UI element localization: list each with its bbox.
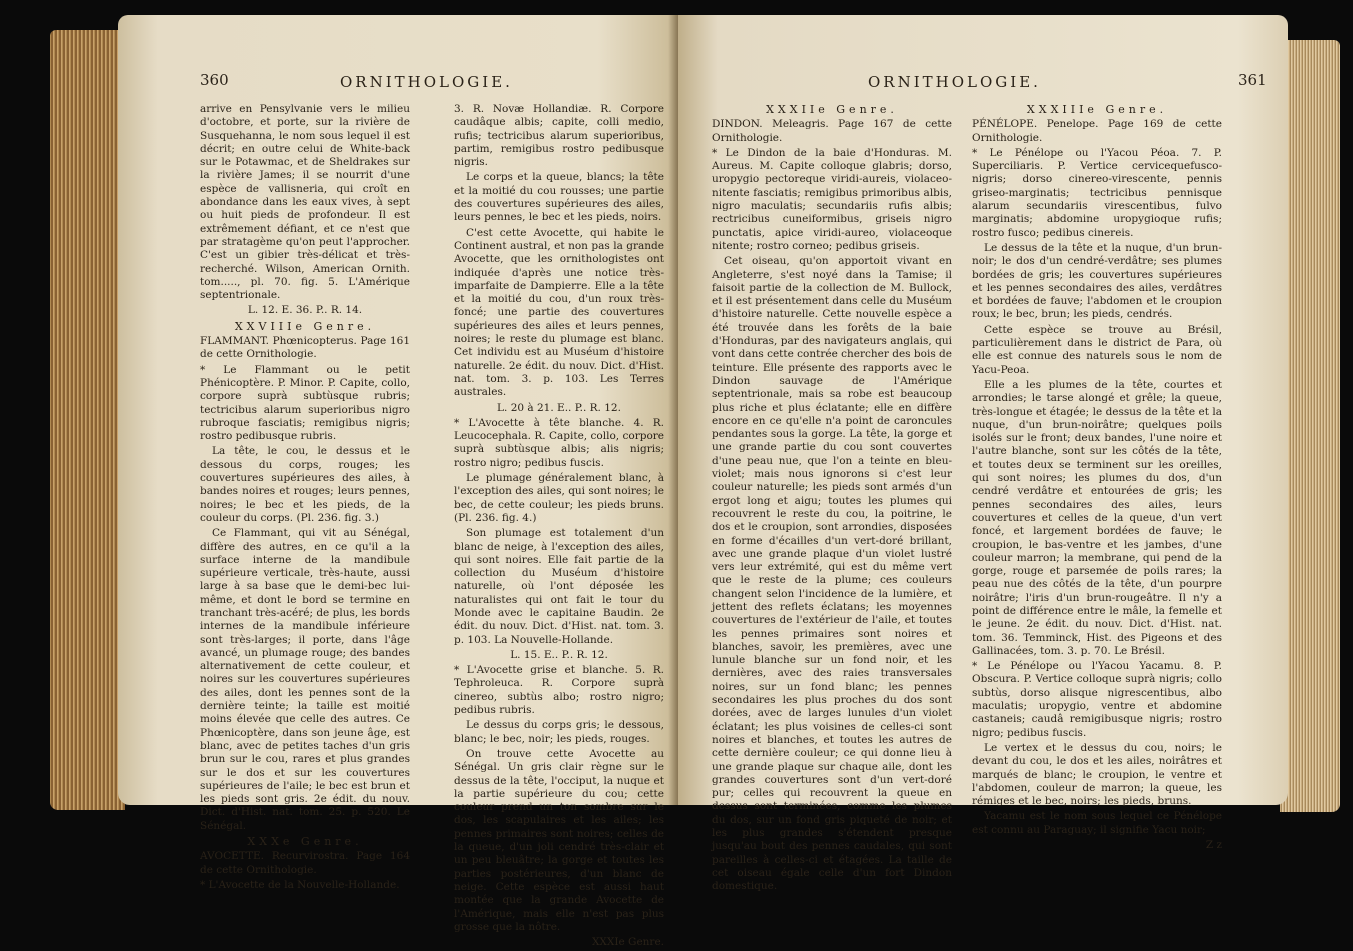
genus-heading: XXXe Genre. (247, 835, 363, 849)
paragraph: 3. R. Novæ Hollandiæ. R. Corpore caudâque albis; capite, colli medio, rufis; tectricibus alarum superioribus, partim, remigibus rostro pedibusque nigris. (454, 103, 664, 169)
book-fore-edge-left (50, 30, 125, 810)
paragraph: Cet oiseau, qu'on apportoit vivant en Angleterre, s'est noyé dans la Tamise; il faisoit partie de la collection de M. Bullock, et il est présentement dans celle du Muséum d'histoire naturelle. Cette nouvelle espèce a été trouvée dans les forêts de la baie d'Honduras, par des navigateurs anglais, qui vont dans cette contrée chercher des bois de teinture. Elle présente des rapports avec le Dindon sauvage de l'Amérique septentrionale, mais sa robe est beaucoup plus riche et plus éclatante; elle en diffère encore en ce qu'elle n'a point de caroncules pendantes sous la gorge. La tête, la gorge et une grande partie du cou sont couvertes d'une peau nue, que l'on a teinte en bleu-violet; mais nous ignorons si c'est leur couleur naturelle; les pieds sont armés d'un ergot long et aigu; toutes les plumes qui recouvrent le reste du cou, la poitrine, le dos et le croupion, sont arrondies, disposées en forme d'écailles d'un vert-doré brillant, avec une grande plaque d'un violet lustré vers leur extrémité, qui est du même vert que le reste de la plume; ces couleurs changent selon l'incidence de la lumière, et jettent des reflets éclatans; les moyennes couvertures de l'extérieur de l'aile, et toutes les pennes primaires sont noires et blanches, savoir, les premières, avec une lunule blanche sur un fond noir, et les dernières, avec des raies transversales noires, sur un fond blanc; les pennes secondaires les plus proches du dos sont dorées, avec de larges lunules d'un violet éclatant; les plus voisines de celles-ci sont noires et blanches, et toutes les autres de cette dernière couleur; ce qui donne lieu à une grande plaque sur chaque aile, dont les grandes couvertures sont d'un vert-doré pur; celles qui recouvrent la queue en dessus sont terminées, comme les plumes du dos, sur un fond gris piqueté de noir; et les plus grandes s'étendent presque jusqu'au bout des pennes caudales, qui sont pareilles à celles-ci et étagées. La taille de cet oiseau égale celle d'un fort Dindon domestique. (712, 255, 952, 893)
paragraph: * L'Avocette à tête blanche. 4. R. Leucocephala. R. Capite, collo, corpore suprà subtùsque albis; alis nigris; rostro nigro; pedibus fuscis. (454, 416, 664, 469)
right-column-1 (712, 103, 952, 896)
paragraph: Elle a les plumes de la tête, courtes et arrondies; le tarse alongé et grêle; la queue, très-longue et étagée; le dessus de la tête et la nuque, d'un brun-noirâtre; quelques poils isolés sur le front; deux bandes, l'une noire et l'autre blanche, sont sur les côtés de la tête, et toutes deux se terminent sur les oreilles, qui sont noires; les plumes du dos, d'un cendré verdâtre et entourées de gris; les pennes secondaires des ailes, leurs couvertures et celles de la queue, d'un vert foncé, et largement bordées de fauve; le croupion, le bas-ventre et les jambes, d'une couleur marron; la membrane, qui pend de la gorge, rouge et parsemée de poils rares; la peau nue des côtés de la tête, d'un pourpre noirâtre; l'iris d'un brun-rougeâtre. Il n'y a point de différence entre le mâle, la femelle et le jeune. 2e édit. du nouv. Dict. d'Hist. nat. tom. 36. Temminck, Hist. des Pigeons et des Gallinacées, tom. 3. p. 70. Le Brésil. (972, 378, 1222, 657)
paragraph: * Le Flammant ou le petit Phénicoptère. P. Minor. P. Capite, collo, corpore suprà subtùsque rubris; tectricibus alarum superioribus nigro rubroque fasciatis; remigibus nigris; rostro pedibusque rubris. (200, 363, 410, 443)
paragraph: L. 20 à 21. E.. P.. R. 12. (497, 401, 621, 414)
paragraph: * L'Avocette grise et blanche. 5. R. Tephroleuca. R. Corpore suprà cinereo, subtùs albo; rostro nigro; pedibus rubris. (454, 664, 664, 717)
paragraph: Le corps et la queue, blancs; la tête et la moitié du cou rousses; une partie des couvertures supérieures des ailes, leurs pennes, le bec et les pieds, noirs. (454, 171, 664, 224)
genus-heading: XXVIIIe Genre. (234, 319, 376, 333)
running-head-right: ORNITHOLOGIE. (868, 73, 1041, 91)
paragraph: Le dessus de la tête et la nuque, d'un brun-noir; le dos d'un cendré-verdâtre; ses plumes bordées de gris; les couvertures supérieures et les pennes secondaires des ailes, verdâtres et bordées de fauve; l'abdomen et le croupion roux; le bec, brun; les pieds, cendrés. (972, 241, 1222, 321)
page-number-left: 360 (200, 71, 229, 89)
paragraph: Ce Flammant, qui vit au Sénégal, diffère des autres, en ce qu'il a la surface interne de la mandibule supérieure verticale, très-haute, aussi large à sa base que le demi-bec lui-même, et dont le bord se termine en tranchant très-acéré; de plus, les bords internes de la mandibule inférieure sont très-larges; il porte, dans l'âge avancé, un plumage rouge; des bandes alternativement de cette couleur, et noires sur les couvertures supérieures des ailes, dont les pennes sont de la dernière teinte; la taille est moitié moins élevée que celle des autres. Ce Phœnicoptère, dans son jeune âge, est blanc, avec de petites taches d'un gris brun sur le cou, rares et plus grandes sur le dos et sur les couvertures supérieures de l'aile; le bec est brun et les pieds sont gris. 2e édit. du nouv. Dict. d'Hist. nat. tom. 25. p. 520. Le Sénégal. (200, 527, 410, 832)
left-column-1 (200, 103, 410, 894)
paragraph: C'est cette Avocette, qui habite le Continent austral, et non pas la grande Avocette, que les ornithologistes ont indiquée d'après une notice très-imparfaite de Dampierre. Elle a la tête et la moitié du cou, d'un roux très-foncé; une partie des couvertures supérieures des ailes et leurs pennes, noires; le reste du plumage est blanc. Cet individu est au Muséum d'histoire naturelle. 2e édit. du nouv. Dict. d'Hist. nat. tom. 3. p. 103. Les Terres australes. (454, 226, 664, 399)
paragraph: arrive en Pensylvanie vers le milieu d'octobre, et porte, sur la rivière de Susquehanna, le nom sous lequel il est décrit; en outre celui de White-back sur le Potawmac, et de Sheldrakes sur la rivière James; il se nourrit d'une espèce de vallisneria, qui croît en abondance dans les eaux vives, à sept ou huit pieds de profondeur. Il est extrêmement défiant, et ce n'est que par stratagème qu'on peut l'approcher. C'est un gibier très-délicat et très-recherché. Wilson, American Ornith. tom....., pl. 70. fig. 5. L'Amérique septentrionale. (200, 103, 410, 302)
paragraph: * L'Avocette de la Nouvelle-Hollande. (200, 878, 400, 891)
paragraph: L. 15. E.. P.. R. 12. (510, 648, 608, 661)
paragraph: PÉNÉLOPE. Penelope. Page 169 de cette Ornithologie. (972, 118, 1222, 144)
right-column-2 (972, 103, 1222, 854)
left-column-2 (454, 103, 664, 951)
genus-heading: XXXIIe Genre. (766, 103, 898, 116)
paragraph: FLAMMANT. Phœnicopterus. Page 161 de cette Ornithologie. (200, 335, 410, 361)
paragraph: * Le Dindon de la baie d'Honduras. M. Aureus. M. Capite colloque glabris; dorso, uropygio pectoreque viridi-aureis, violaceo-nitente fasciatis; remigibus primoribus albis, nigro maculatis; secundariis rufis albis; rectricibus cuneiformibus, griseis nigro punctatis, apice viridi-aureo, violaceoque nitente; rostro corneo; pedibus griseis. (712, 146, 952, 252)
catchword: XXXIe Genre. (591, 936, 664, 949)
paragraph: * Le Pénélope ou l'Yacou Péoa. 7. P. Superciliaris. P. Vertice cervicequefusco-nigris; dorso cinereo-virescente, pennis griseo-marginatis; tectricibus pennisque alarum secundariis virescentibus, fulvo marginatis; abdomine uropygioque rufis; rostro fusco; pedibus cinereis. (972, 146, 1222, 239)
running-head-left: ORNITHOLOGIE. (340, 73, 513, 91)
paragraph: DINDON. Meleagris. Page 167 de cette Ornithologie. (712, 118, 952, 144)
paragraph: * Le Pénélope ou l'Yacou Yacamu. 8. P. Obscura. P. Vertice colloque suprà nigris; collo subtùs, dorso alisque nigrescentibus, albo maculatis; uropygio, ventre et abdomine castaneis; caudâ remigibusque nigris; rostro nigro; pedibus fuscis. (972, 660, 1222, 739)
paragraph: Cette espèce se trouve au Brésil, particulièrement dans le district de Para, où elle est connue des naturels sous le nom de Yacu-Peoa. (972, 323, 1222, 376)
paragraph: Son plumage est totalement d'un blanc de neige, à l'exception des ailes, qui sont noires. Elle fait partie de la collection du Muséum d'histoire naturelle, où l'ont déposée les naturalistes qui ont fait le tour du Monde avec le capitaine Baudin. 2e édit. du nouv. Dict. d'Hist. nat. tom. 3. p. 103. La Nouvelle-Hollande. (454, 527, 664, 646)
paragraph: Le vertex et le dessus du cou, noirs; le devant du cou, le dos et les ailes, noirâtres et marqués de blanc; le croupion, le ventre et l'abdomen, couleur de marron; la queue, les rémiges et le bec, noirs; les pieds, bruns. (972, 741, 1222, 808)
paragraph: AVOCETTE. Recurvirostra. Page 164 de cette Ornithologie. (200, 850, 410, 876)
paragraph: L. 12. E. 36. P.. R. 14. (247, 304, 363, 317)
left-page (118, 15, 678, 949)
paragraph: La tête, le cou, le dessus et le dessous du corps, rouges; les couvertures supérieures des ailes, à bandes noires et rouges; leurs pennes, noires; le bec et les pieds, de la couleur du corps. (Pl. 236. fig. 3.) (200, 445, 410, 524)
paragraph: Le plumage généralement blanc, à l'exception des ailes, qui sont noires; le bec, de cette couleur; les pieds bruns. (Pl. 236. fig. 4.) (454, 472, 664, 524)
genus-heading: XXXIIIe Genre. (1026, 103, 1168, 116)
paragraph: Le dessus du corps gris; le dessous, blanc; le bec, noir; les pieds, rouges. (454, 719, 664, 745)
right-page (678, 15, 1288, 893)
page-number-right: 361 (1238, 71, 1267, 89)
catchword: Z z (1205, 839, 1222, 852)
paragraph: Yacamu est le nom sous lequel ce Pénélope est connu au Paraguay; il signifie Yacu noir; (972, 810, 1222, 836)
book-fore-edge-right (1280, 40, 1340, 812)
paragraph: On trouve cette Avocette au Sénégal. Un gris clair règne sur le dessus de la tête, l'occiput, la nuque et la partie supérieure du cou; cette couleur prend un ton sombre sur le dos, les scapulaires et les ailes; les pennes primaires sont noires; celles de la queue, d'un joli cendré très-clair et un peu bleuâtre; la gorge et toutes les parties postérieures, d'un blanc de neige. Cette espèce est aussi haut montée que la grande Avocette de l'Amérique, mais elle n'est pas plus grosse que la nôtre. (454, 747, 664, 933)
